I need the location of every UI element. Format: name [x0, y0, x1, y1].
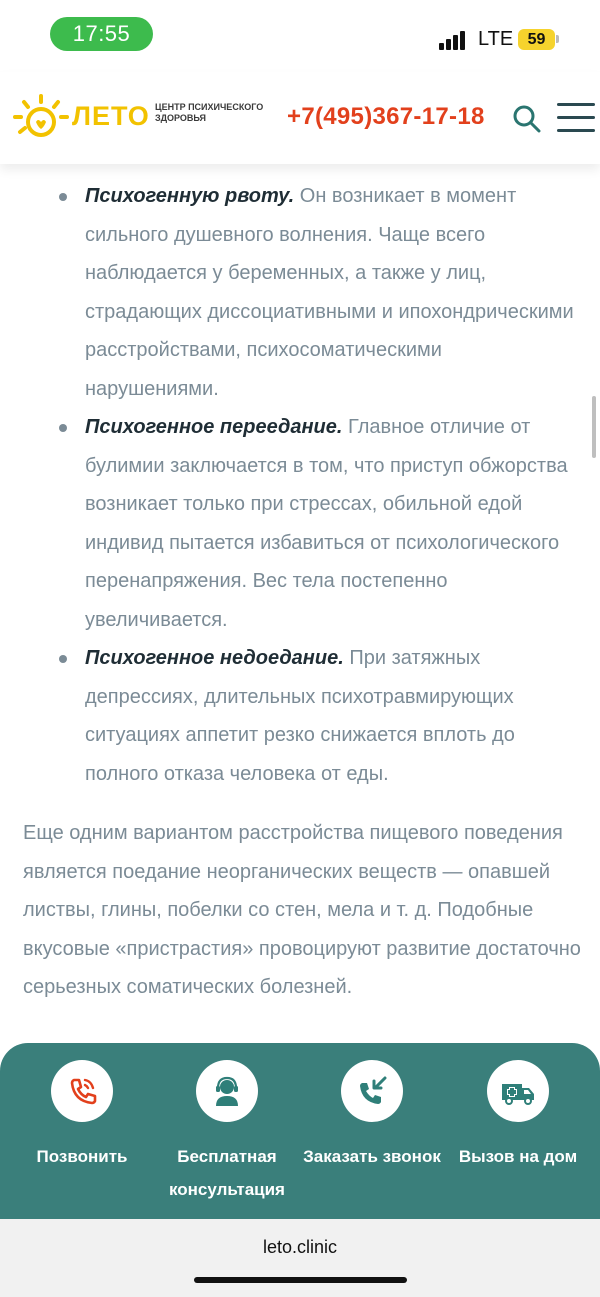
network-type: LTE	[478, 28, 514, 50]
call-label: Позвонить	[36, 1147, 128, 1166]
call-icon-circle	[51, 1060, 113, 1122]
battery-icon: 59	[518, 29, 555, 50]
bullet-title: Психогенное недоедание.	[85, 647, 344, 669]
status-time: 17:55	[50, 17, 153, 51]
home-indicator[interactable]	[194, 1277, 407, 1283]
consultation-label: Бесплатная консультация	[169, 1147, 285, 1199]
menu-bar-bottom	[557, 129, 595, 132]
url-text: leto.clinic	[262, 1237, 338, 1257]
hamburger-menu-button[interactable]	[557, 102, 595, 134]
sun-logo-icon	[12, 92, 70, 142]
bullet-text: Главное отличие от булимии заключается в том, что приступ обжорства возникает только при стрессах, обильной едой индивид пытается избавиться от психологического перенапряжения. Вес тела постепенно увеличивается.	[85, 416, 568, 631]
site-logo[interactable]	[12, 92, 262, 142]
free-consultation-button[interactable]	[152, 1043, 302, 1219]
logo-wordmark: ЛЕТО	[72, 101, 150, 131]
article-paragraph: Еще одним вариантом расстройства пищевого поведения является поедание неорганических веществ — опавшей листвы, глины, побелки со стен, мела и т. д. Подобные вкусовые «пристрастия» провоцируют развитие достаточно серьезных соматических болезней.	[23, 822, 581, 998]
list-item	[0, 177, 600, 408]
search-button[interactable]	[512, 104, 542, 134]
status-bar	[0, 0, 600, 70]
home-visit-icon-circle	[487, 1060, 549, 1122]
incoming-call-icon	[355, 1074, 389, 1108]
header-phone-link[interactable]: +7(495)367-17-18	[287, 103, 485, 130]
bullet-title: Психогенную рвоту.	[85, 185, 295, 207]
search-icon	[512, 104, 542, 134]
browser-address-bar[interactable]	[0, 1219, 600, 1297]
request-callback-button[interactable]	[297, 1043, 447, 1219]
operator-headset-icon	[210, 1074, 244, 1108]
bullet-list	[0, 177, 600, 793]
battery-tip	[556, 35, 559, 43]
home-visit-label: Вызов на дом	[458, 1147, 578, 1166]
ambulance-icon	[500, 1076, 536, 1106]
bullet-text: При затяжных депрессиях, длительных психотравмирующих ситуациях аппетит резко снижается вплоть до полного отказа человека от еды.	[85, 647, 515, 785]
home-visit-button[interactable]	[443, 1043, 593, 1219]
list-item	[0, 639, 600, 793]
logo-subtitle: ЦЕНТР ПСИХИЧЕСКОГО ЗДОРОВЬЯ	[155, 102, 264, 123]
bullet-text: Он возникает в момент сильного душевного волнения. Чаще всего наблюдается у беременных, а также у лиц, страдающих диссоциативными и ипохондрическими расстройствами, психосоматическими нарушениями.	[85, 185, 574, 400]
list-item	[0, 408, 600, 639]
menu-bar-top	[557, 103, 595, 106]
callback-label: Заказать звонок	[303, 1147, 441, 1166]
call-button[interactable]	[7, 1043, 157, 1219]
bullet-title: Психогенное переедание.	[85, 416, 343, 438]
consultation-icon-circle	[196, 1060, 258, 1122]
callback-icon-circle	[341, 1060, 403, 1122]
contact-action-panel	[0, 1043, 600, 1219]
menu-bar-middle	[557, 116, 595, 119]
phone-ringing-icon	[65, 1074, 99, 1108]
cellular-signal-icon	[439, 30, 471, 50]
article-content	[0, 140, 600, 1050]
page-scrollbar[interactable]	[592, 396, 596, 458]
site-header	[0, 72, 600, 164]
